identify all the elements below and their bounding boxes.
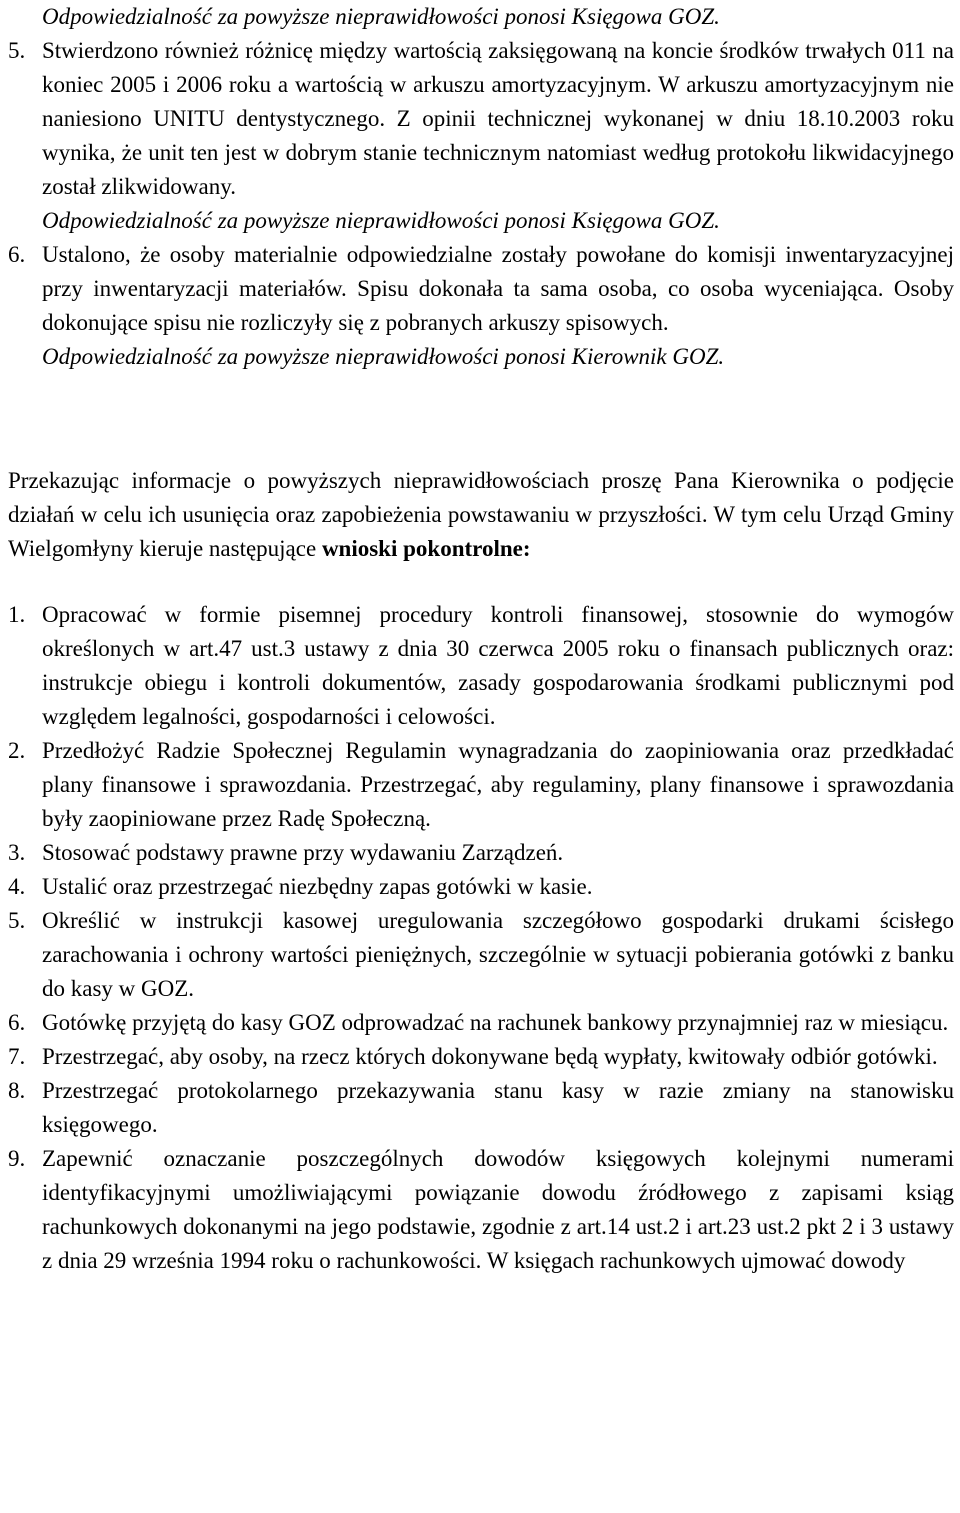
conclusion-number: 4. bbox=[8, 874, 26, 899]
conclusion-text: Ustalić oraz przestrzegać niezbędny zapas gotówki w kasie. bbox=[42, 874, 593, 899]
conclusions-list bbox=[8, 598, 954, 1278]
conclusion-number: 2. bbox=[8, 738, 26, 763]
conclusion-text: Stosować podstawy prawne przy wydawaniu Zarządzeń. bbox=[42, 840, 564, 865]
conclusion-item bbox=[8, 1006, 954, 1040]
finding-5 bbox=[8, 34, 954, 238]
conclusion-number: 1. bbox=[8, 602, 26, 627]
finding-6 bbox=[8, 238, 954, 374]
conclusion-number: 7. bbox=[8, 1044, 26, 1069]
conclusion-item bbox=[8, 836, 954, 870]
conclusion-number: 6. bbox=[8, 1010, 26, 1035]
responsibility-note: Odpowiedzialność za powyższe nieprawidłowości ponosi Księgowa GOZ. bbox=[42, 208, 720, 233]
conclusion-item bbox=[8, 1074, 954, 1142]
finding-number: 5. bbox=[8, 38, 26, 63]
responsibility-note-top: Odpowiedzialność za powyższe nieprawidłowości ponosi Księgowa GOZ. bbox=[42, 4, 720, 29]
intro-text: Przekazując informacje o powyższych nieprawidłowościach proszę Pana Kierownika o podjęcie działań w celu ich usunięcia oraz zapobieżenia powstawaniu w przyszłości. W tym celu Urząd Gminy Wielgomłyny kieruje następujące bbox=[8, 468, 954, 561]
conclusion-text: Określić w instrukcji kasowej uregulowania szczegółowo gospodarki drukami ścisłego zarachowania i ochrony wartości pieniężnych, szczególnie w sytuacji pobierania gotówki z banku do kasy w GOZ. bbox=[42, 908, 954, 1001]
conclusion-number: 8. bbox=[8, 1078, 26, 1103]
conclusion-number: 5. bbox=[8, 908, 26, 933]
conclusion-item bbox=[8, 598, 954, 734]
section-spacer bbox=[8, 374, 954, 464]
finding-text: Ustalono, że osoby materialnie odpowiedzialne zostały powołane do komisji inwentaryzacyjnej przy inwentaryzacji materiałów. Spisu dokonała ta sama osoba, co osoba wyceniająca. Osoby dokonujące spisu nie rozliczyły się z pobranych arkuszy spisowych. bbox=[42, 242, 954, 335]
conclusion-number: 9. bbox=[8, 1146, 26, 1171]
finding-text: Stwierdzono również różnicę między wartością zaksięgowaną na koncie środków trwałych 011 na koniec 2005 i 2006 roku a wartością w arkuszu amortyzacyjnym. W arkuszu amortyzacyjnym nie naniesiono UNITU dentystycznego. Z opinii technicznej wykonanej w dniu 18.10.2003 roku wynika, że unit ten jest w dobrym stanie technicznym natomiast według protokołu likwidacyjnego został zlikwidowany. bbox=[42, 38, 954, 199]
conclusion-item bbox=[8, 734, 954, 836]
finding-number: 6. bbox=[8, 242, 26, 267]
conclusion-item bbox=[8, 904, 954, 1006]
document-body bbox=[8, 0, 954, 1278]
finding-item bbox=[8, 238, 954, 340]
conclusion-text: Zapewnić oznaczanie poszczególnych dowodów księgowych kolejnymi numerami identyfikacyjnymi umożliwiającymi powiązanie dowodu źródłowego z zapisami ksiąg rachunkowych dokonanymi na jego podstawie, zgodnie z art.14 ust.2 i art.23 ust.2 pkt 2 i 3 ustawy z dnia 29 września 1994 roku o rachunkowości. W księgach rachunkowych ujmować dowody bbox=[42, 1146, 954, 1273]
conclusion-text: Przedłożyć Radzie Społecznej Regulamin wynagradzania do zaopiniowania oraz przedkładać plany finansowe i sprawozdania. Przestrzegać, aby regulaminy, plany finansowe i sprawozdania były zaopiniowane przez Radę Społeczną. bbox=[42, 738, 954, 831]
conclusion-text: Przestrzegać protokolarnego przekazywania stanu kasy w razie zmiany na stanowisku księgowego. bbox=[42, 1078, 954, 1137]
conclusion-item bbox=[8, 1142, 954, 1278]
conclusion-item bbox=[8, 1040, 954, 1074]
intro-paragraph bbox=[8, 464, 954, 566]
conclusion-item bbox=[8, 870, 954, 904]
conclusion-text: Opracować w formie pisemnej procedury kontroli finansowej, stosownie do wymogów określonych w art.47 ust.3 ustawy z dnia 30 czerwca 2005 roku o finansach publicznych oraz: instrukcje obiegu i kontroli dokumentów, zasady gospodarowania środkami publicznymi pod względem legalności, gospodarności i celowości. bbox=[42, 602, 954, 729]
conclusion-text: Przestrzegać, aby osoby, na rzecz których dokonywane będą wypłaty, kwitowały odbiór gotówki. bbox=[42, 1044, 938, 1069]
conclusion-number: 3. bbox=[8, 840, 26, 865]
conclusion-text: Gotówkę przyjętą do kasy GOZ odprowadzać na rachunek bankowy przynajmniej raz w miesiącu. bbox=[42, 1010, 949, 1035]
finding-item bbox=[8, 34, 954, 204]
responsibility-note: Odpowiedzialność za powyższe nieprawidłowości ponosi Kierownik GOZ. bbox=[42, 344, 725, 369]
conclusions-heading: wnioski pokontrolne: bbox=[321, 536, 531, 561]
